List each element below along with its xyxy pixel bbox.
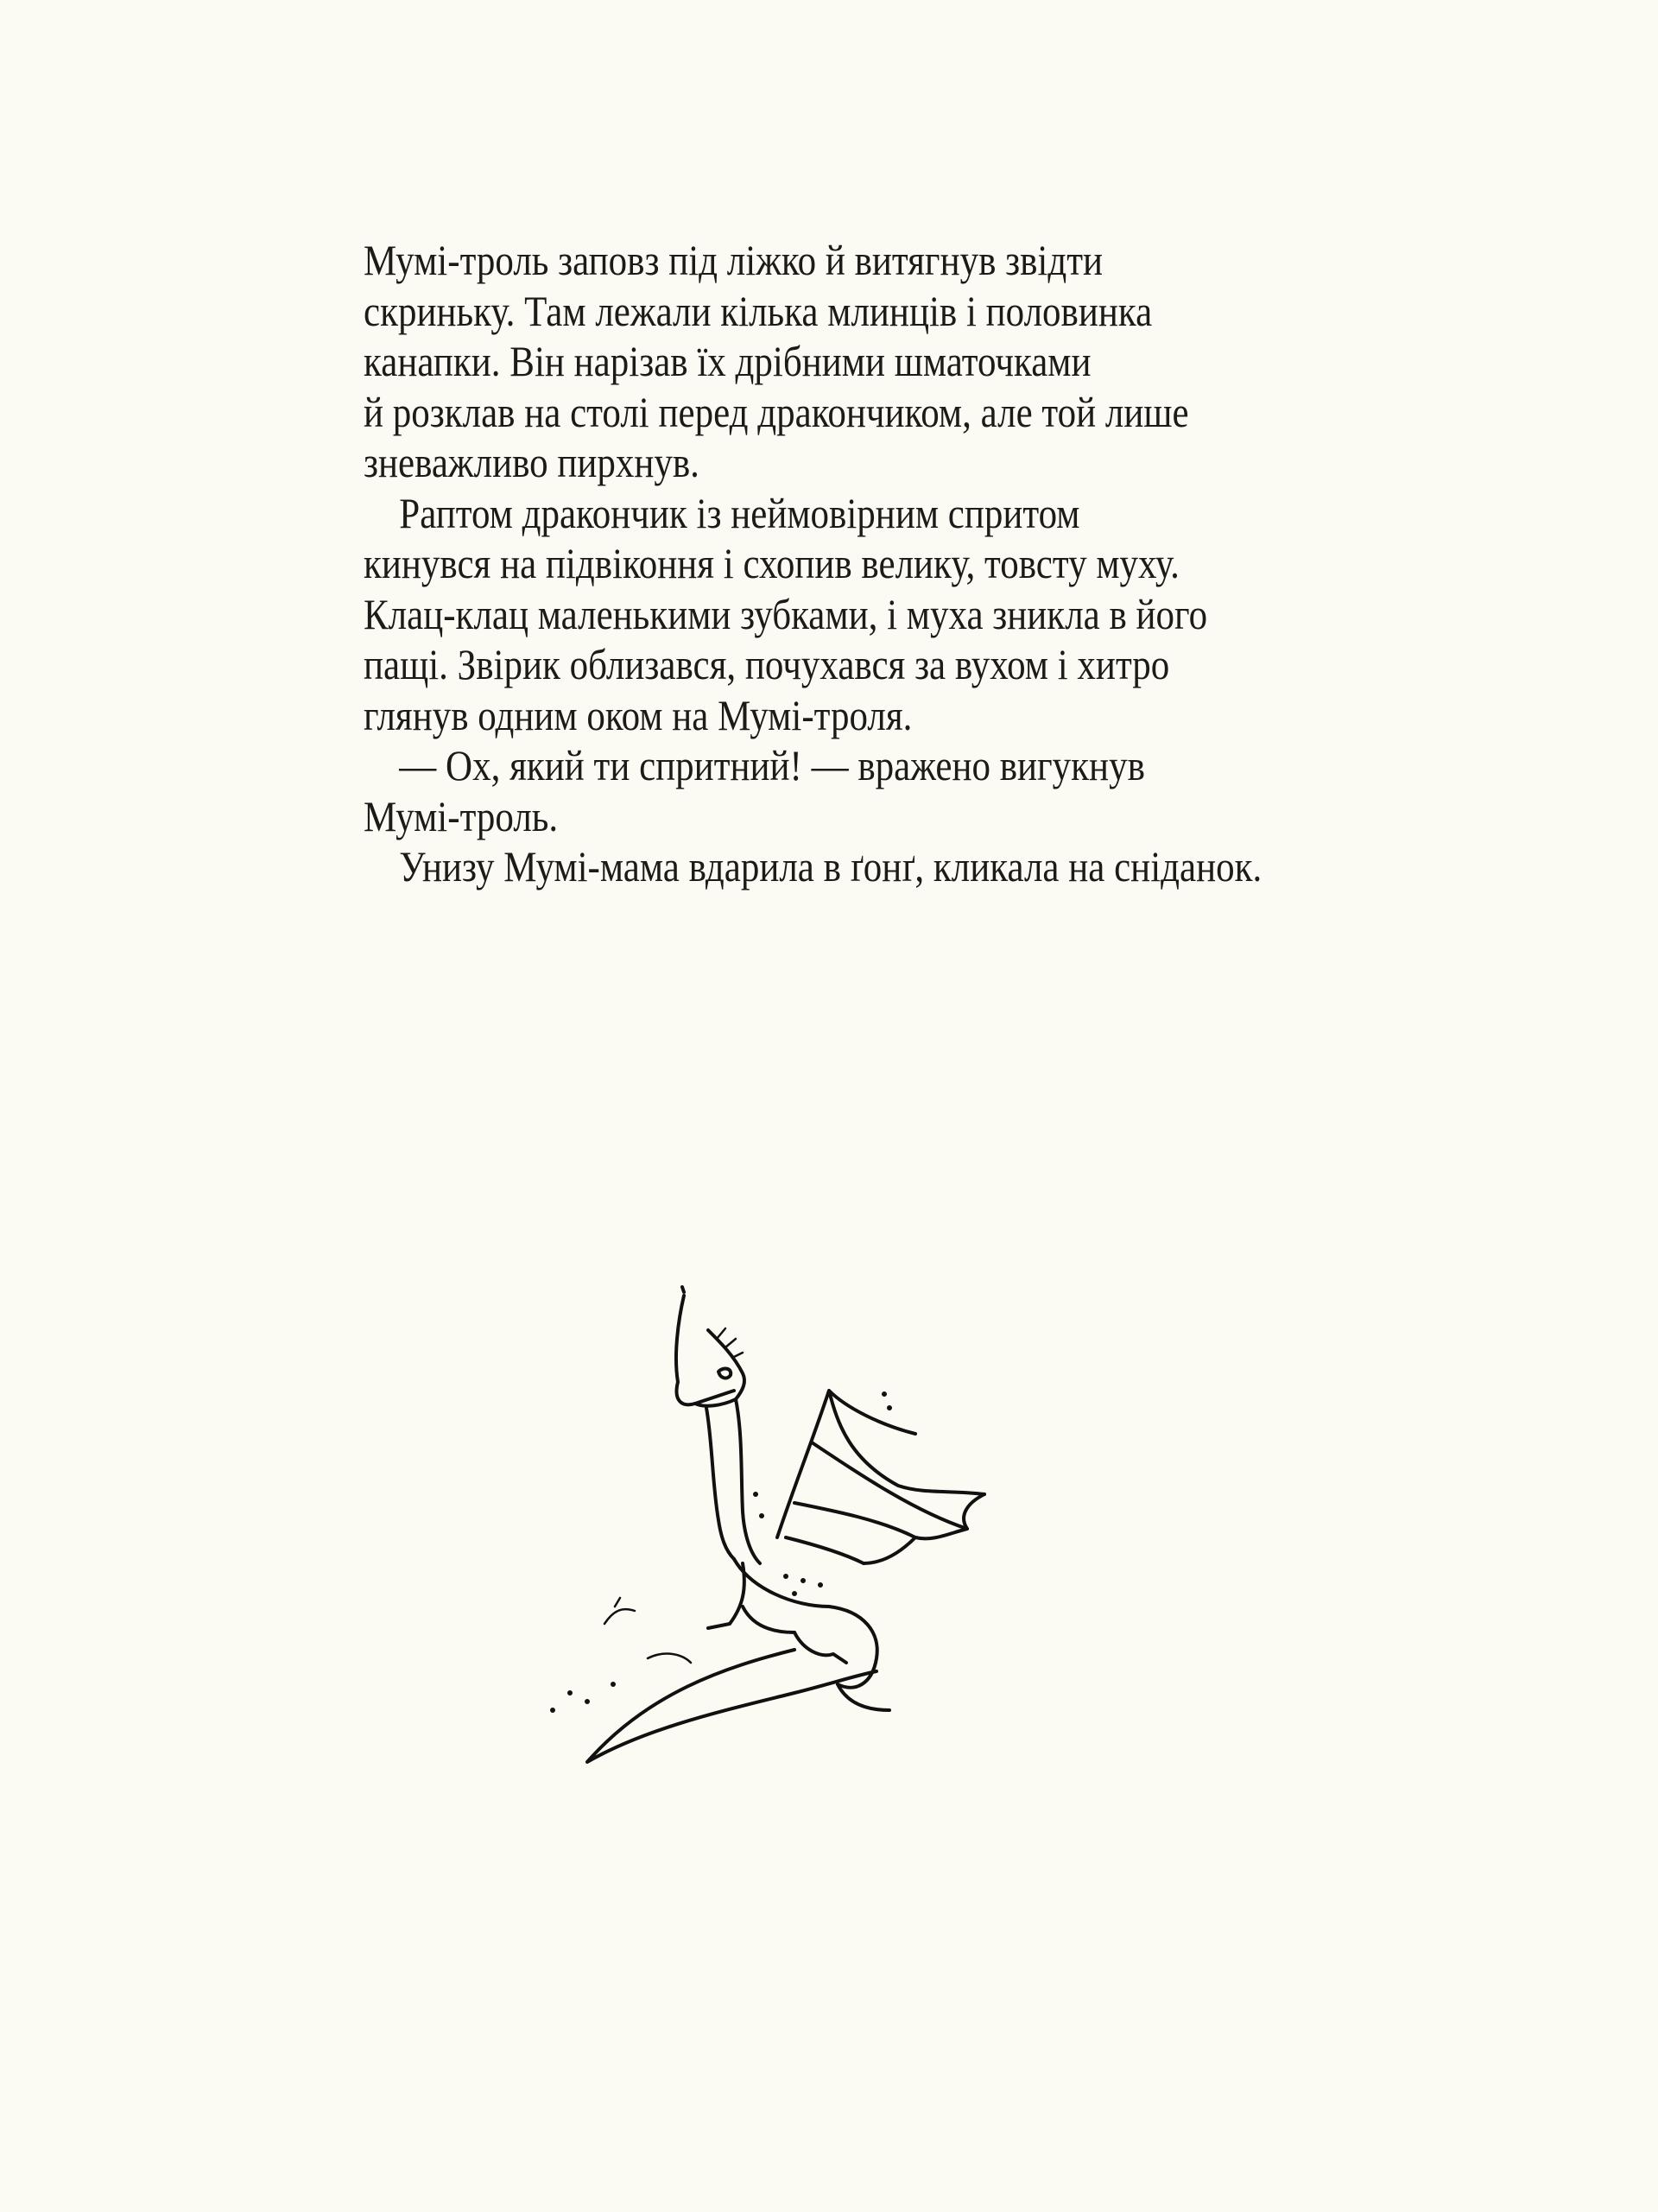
text-line: зневажливо пирхнув. xyxy=(364,438,699,486)
text-line: Мумі-троль заповз під ліжко й витягнув звідти xyxy=(364,236,1104,284)
text-line: скриньку. Там лежали кілька млинців і половинка xyxy=(364,286,1153,335)
text-line: кинувся на підвіконня і схопив велику, товсту муху. xyxy=(364,539,1180,587)
text-line: Клац-клац маленькими зубками, і муха зникла в його xyxy=(364,589,1208,638)
text-line: й розклав на столі перед дракончиком, але той лише xyxy=(364,387,1189,436)
dragon-sketch-illustration xyxy=(535,1278,1105,1831)
body-text xyxy=(364,235,1408,892)
text-line: — Ох, який ти спритний! — вражено вигукнув xyxy=(399,741,1145,789)
text-line: глянув одним оком на Мумі-троля. xyxy=(364,690,913,739)
text-line: пащі. Звірик облизався, почухався за вухом і хитро xyxy=(364,640,1170,688)
text-line: Раптом дракончик із неймовірним спритом xyxy=(399,488,1080,537)
text-line: Мумі-троль. xyxy=(364,791,559,840)
text-line: Унизу Мумі-мама вдарила в ґонґ, кликала на сніданок. xyxy=(399,842,1262,891)
text-line: канапки. Він нарізав їх дрібними шматочками xyxy=(364,337,1092,385)
